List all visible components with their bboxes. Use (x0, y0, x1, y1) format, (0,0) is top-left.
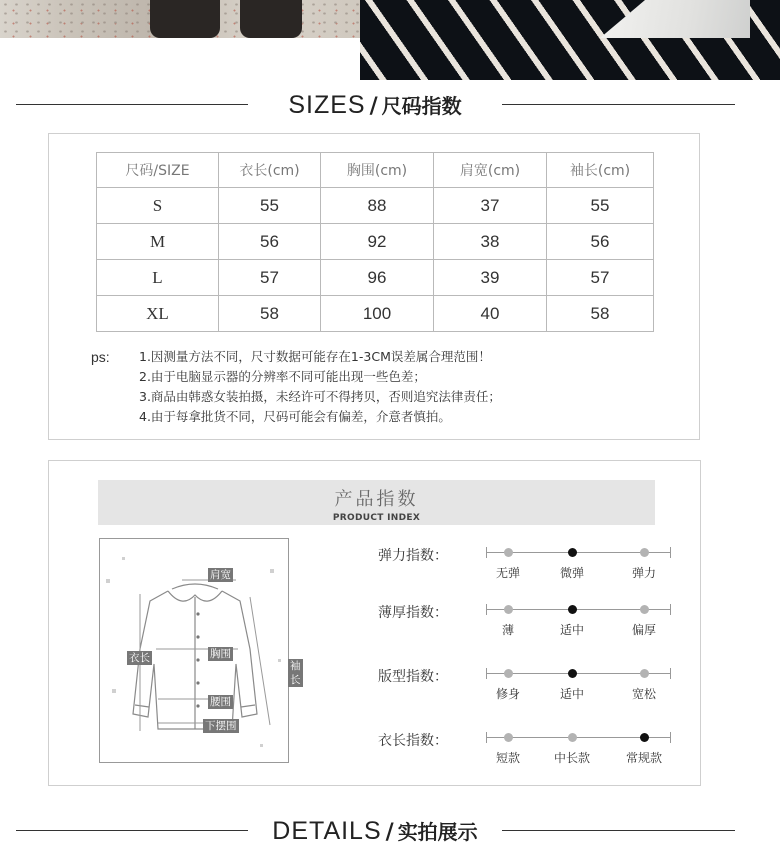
size-table-header: 袖长(cm) (547, 153, 654, 188)
details-heading-cn: 实拍展示 (397, 820, 478, 844)
length-cell: 58 (219, 296, 321, 332)
size-cell: S (97, 188, 219, 224)
length-cell: 56 (219, 224, 321, 260)
size-table (96, 152, 654, 332)
scale-option: 宽松 (631, 687, 657, 701)
shoulder-cell: 37 (434, 188, 547, 224)
size-table-header: 尺码/SIZE (97, 153, 219, 188)
scale-dot (568, 548, 577, 557)
scale-label: 薄厚指数： (378, 605, 448, 621)
scale-option: 弹力 (631, 566, 657, 580)
scale-dot (504, 548, 513, 557)
scale-label: 版型指数： (378, 669, 448, 685)
scale-dot (568, 733, 577, 742)
sleeve-cell: 55 (547, 188, 654, 224)
sleeve-cell: 58 (547, 296, 654, 332)
size-cell: M (97, 224, 219, 260)
scale-option: 适中 (559, 623, 585, 637)
chest-cell: 96 (321, 260, 434, 296)
scale-option: 适中 (559, 687, 585, 701)
length-label: 衣长 (129, 652, 150, 664)
heading-separator: / (385, 820, 394, 845)
note-item: 4.由于每拿批货不同，尺码可能会有偏差，介意者慎拍。 (139, 409, 451, 424)
scale-dot (504, 669, 513, 678)
scale-dot (504, 605, 513, 614)
size-table-header: 肩宽(cm) (434, 153, 547, 188)
scale-option: 偏厚 (631, 623, 657, 637)
heading-separator: / (369, 94, 378, 119)
product-index-title-cn: 产品指数 (334, 489, 419, 510)
note-item: 1.因测量方法不同，尺寸数据可能存在1-3CM误差属合理范围！ (139, 349, 491, 364)
details-section-heading (0, 810, 750, 850)
product-photo-left (0, 0, 370, 38)
scale-dot (640, 548, 649, 557)
waist-label: 腰围 (210, 696, 231, 708)
note-item: 3.商品由韩惑女装拍摄，未经许可不得拷贝，否则追究法律责任； (139, 389, 501, 404)
length-cell: 57 (219, 260, 321, 296)
sizes-heading-en: SIZES (288, 91, 366, 119)
sizes-section-heading (0, 84, 750, 124)
chest-label: 胸围 (210, 648, 231, 660)
elasticity-scale (367, 539, 667, 579)
scale-dot (640, 733, 649, 742)
thickness-scale (367, 596, 667, 636)
shoulder-label: 肩宽 (210, 569, 231, 581)
sizes-heading-cn: 尺码指数 (381, 94, 462, 118)
scale-option: 修身 (495, 687, 521, 701)
size-chart-panel (48, 133, 700, 440)
notes-prefix: ps: (91, 349, 110, 365)
details-heading-en: DETAILS (272, 817, 382, 845)
product-photo-strip (0, 0, 750, 38)
garment-measurement-diagram (99, 538, 301, 763)
fit-scale (367, 660, 667, 700)
shoulder-cell: 38 (434, 224, 547, 260)
size-table-header: 衣长(cm) (219, 153, 321, 188)
size-cell: L (97, 260, 219, 296)
sleeve-label: 袖长 (290, 660, 301, 686)
length-scale (367, 724, 667, 764)
scale-option: 常规款 (625, 751, 663, 765)
scale-dot (640, 669, 649, 678)
size-table-header-row (97, 153, 654, 188)
scale-dot (504, 733, 513, 742)
size-cell: XL (97, 296, 219, 332)
note-item: 2.由于电脑显示器的分辨率不同可能出现一些色差； (139, 369, 426, 384)
length-cell: 55 (219, 188, 321, 224)
scale-dot (568, 605, 577, 614)
chest-cell: 92 (321, 224, 434, 260)
chest-cell: 100 (321, 296, 434, 332)
chest-cell: 88 (321, 188, 434, 224)
scale-option: 无弹 (495, 566, 521, 580)
hem-label: 下摆围 (205, 720, 237, 732)
scale-dot (640, 605, 649, 614)
size-table-header: 胸围(cm) (321, 153, 434, 188)
scale-option: 薄 (501, 623, 515, 637)
scale-option: 中长款 (553, 751, 591, 765)
size-notes (91, 347, 501, 427)
size-table-row (97, 260, 654, 296)
size-table-row (97, 296, 654, 332)
product-index-panel (48, 460, 701, 786)
sleeve-cell: 57 (547, 260, 654, 296)
scale-dot (568, 669, 577, 678)
product-index-banner (98, 480, 655, 525)
scale-option: 短款 (495, 751, 521, 765)
scale-label: 衣长指数： (378, 733, 448, 749)
scale-option: 微弹 (559, 566, 585, 580)
shoulder-cell: 40 (434, 296, 547, 332)
product-index-title-en: PRODUCT INDEX (332, 513, 421, 523)
size-table-row (97, 224, 654, 260)
scale-label: 弹力指数： (378, 548, 448, 564)
sleeve-cell: 56 (547, 224, 654, 260)
shoulder-cell: 39 (434, 260, 547, 296)
product-photo-right (380, 0, 750, 38)
size-table-row (97, 188, 654, 224)
